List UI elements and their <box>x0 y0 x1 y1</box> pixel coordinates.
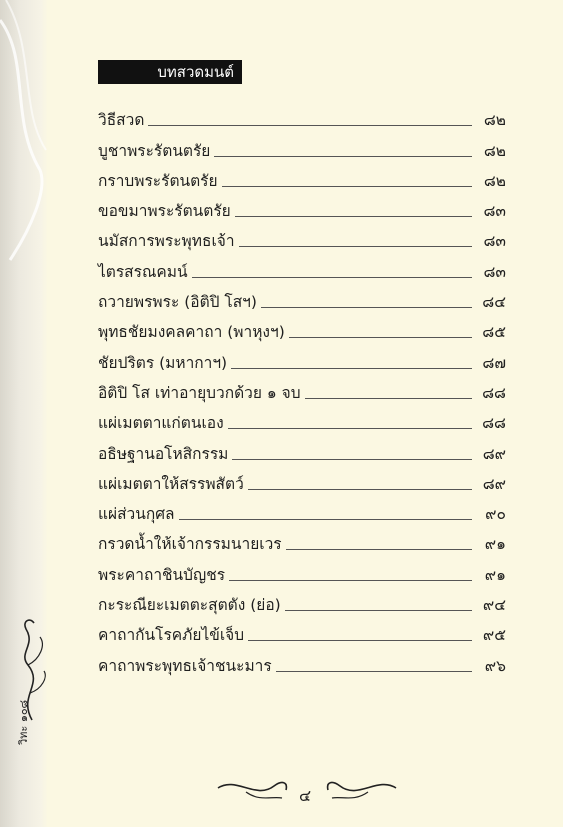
toc-leader-line <box>248 639 472 641</box>
toc-leader-line <box>286 548 472 550</box>
toc-title: แผ่เมตตาให้สรรพสัตว์ <box>98 474 244 493</box>
toc-leader-line <box>148 124 472 126</box>
toc-row <box>98 616 506 646</box>
toc-row <box>98 555 506 585</box>
toc-leader-line <box>248 488 472 490</box>
toc-page-number: ๙๑ <box>484 535 506 554</box>
toc-page-number: ๙๑ <box>484 565 506 584</box>
toc-title: ขอขมาพระรัตนตรัย <box>98 202 231 221</box>
toc-leader-line <box>276 670 472 672</box>
toc-title: วิธีสวด <box>98 111 145 130</box>
toc-title: กราบพระรัตนตรัย <box>98 171 218 190</box>
toc-leader-line <box>289 336 472 338</box>
toc-page-number: ๘๙ <box>482 474 506 493</box>
toc-leader-line <box>285 609 472 611</box>
toc-row <box>98 343 506 373</box>
toc-row <box>98 646 506 676</box>
table-of-contents <box>98 101 506 677</box>
toc-title: ถวายพรพระ (อิติปิ โสฯ) <box>98 293 257 312</box>
toc-page-number: ๘๓ <box>483 232 506 251</box>
toc-leader-line <box>229 579 472 581</box>
toc-leader-line <box>192 276 472 278</box>
toc-title: คาถาพระพุทธเจ้าชนะมาร <box>98 656 272 675</box>
toc-page-number: ๘๒ <box>483 111 506 130</box>
toc-row <box>98 465 506 495</box>
toc-row <box>98 586 506 616</box>
toc-page-number: ๘๒ <box>483 141 506 160</box>
toc-page-number: ๘๔ <box>482 293 506 312</box>
toc-title: แผ่เมตตาแก่ตนเอง <box>98 414 224 433</box>
toc-row <box>98 434 506 464</box>
toc-title: อธิษฐานอโหสิกรรม <box>98 444 229 463</box>
toc-row <box>98 192 506 222</box>
toc-page-number: ๙๕ <box>482 626 506 645</box>
toc-title: กรวดน้ำให้เจ้ากรรมนายเวร <box>98 535 282 554</box>
toc-leader-line <box>179 518 472 520</box>
toc-row <box>98 404 506 434</box>
toc-leader-line <box>214 155 472 157</box>
toc-row <box>98 252 506 282</box>
toc-row <box>98 283 506 313</box>
toc-leader-line <box>231 367 472 369</box>
toc-title: ชัยปริตร (มหากาฯ) <box>98 353 228 372</box>
toc-title: อิติปิ โส เท่าอายุบวกด้วย ๑ จบ <box>98 383 301 402</box>
toc-page-number: ๘๒ <box>483 171 506 190</box>
toc-page-number: ๙๐ <box>485 505 506 524</box>
swirl-ornament-icon <box>0 0 48 300</box>
toc-page-number: ๘๙ <box>482 444 506 463</box>
toc-row <box>98 495 506 525</box>
toc-leader-line <box>239 245 472 247</box>
toc-page-number: ๙๔ <box>482 596 506 615</box>
toc-title: ไตรสรณคมน์ <box>98 262 188 281</box>
toc-row <box>98 374 506 404</box>
toc-row <box>98 313 506 343</box>
toc-row <box>98 222 506 252</box>
page-number: ๔ <box>298 786 312 805</box>
toc-title: พระคาถาชินบัญชร <box>98 565 226 584</box>
side-caption: วิทะ ๑๐๘ <box>17 699 30 745</box>
toc-title: บูชาพระรัตนตรัย <box>98 141 211 160</box>
toc-row <box>98 525 506 555</box>
toc-leader-line <box>235 215 472 217</box>
toc-leader-line <box>222 185 472 187</box>
toc-row <box>98 162 506 192</box>
toc-page-number: ๘๘ <box>482 414 506 433</box>
toc-title: พุทธชัยมงคลคาถา (พาหุงฯ) <box>98 323 285 342</box>
toc-page-number: ๘๓ <box>483 262 506 281</box>
toc-row <box>98 131 506 161</box>
toc-leader-line <box>232 458 472 460</box>
toc-row <box>98 101 506 131</box>
section-heading: บทสวดมนต์ <box>98 60 242 84</box>
toc-title: คาถากันโรคภัยไข้เจ็บ <box>98 626 245 645</box>
toc-page-number: ๘๗ <box>482 353 506 372</box>
toc-title: กะระณียะเมตตะสุตตัง (ย่อ) <box>98 596 281 615</box>
toc-page-number: ๙๖ <box>484 656 506 675</box>
toc-page-number: ๘๓ <box>483 202 506 221</box>
toc-leader-line <box>228 427 472 429</box>
toc-page-number: ๘๕ <box>482 323 506 342</box>
toc-leader-line <box>305 397 472 399</box>
toc-leader-line <box>261 306 472 308</box>
toc-title: แผ่ส่วนกุศล <box>98 505 175 524</box>
toc-page-number: ๘๘ <box>482 383 506 402</box>
toc-title: นมัสการพระพุทธเจ้า <box>98 232 235 251</box>
